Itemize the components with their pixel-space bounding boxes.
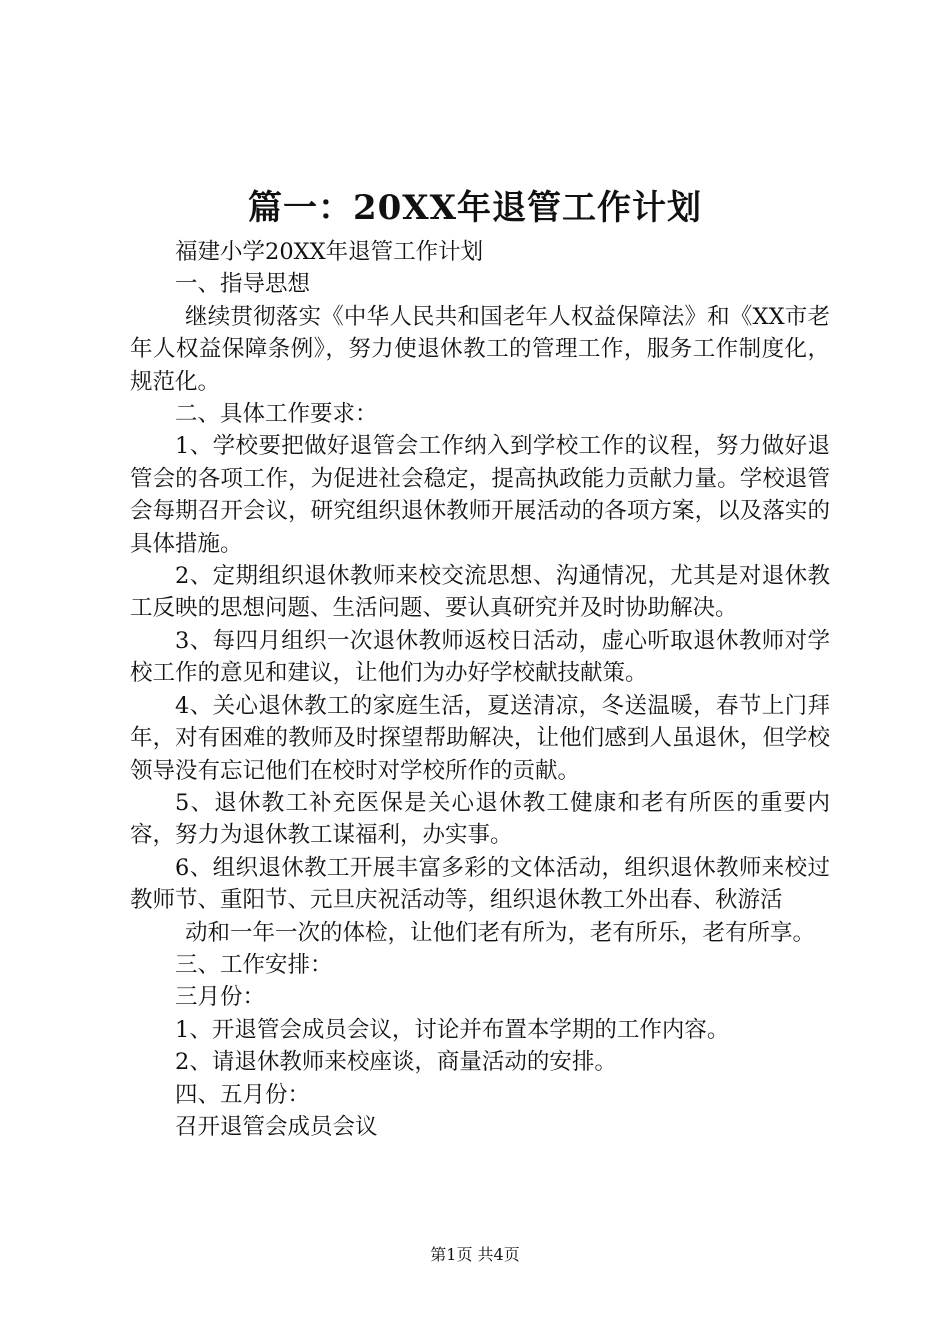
page-footer: 第1页 共4页 — [430, 1245, 520, 1264]
paragraph-requirement-5: 5、退休教工补充医保是关心退休教工健康和老有所医的重要内容，努力为退休教工谋福利，办实事。 — [130, 789, 830, 849]
paragraph-requirement-1: 1、学校要把做好退管会工作纳入到学校工作的议程，努力做好退管会的各项工作，为促进社会稳定，提高执政能力贡献力量。学校退管会每期召开会议，研究组织退休教师开展活动的各项方案，以及落实的具体措施。 — [130, 433, 830, 557]
paragraph-requirement-6: 6、组织退休教工开展丰富多彩的文体活动，组织退休教师来校过教师节、重阳节、元旦庆祝活动等，组织退休教工外出春、秋游活 — [130, 854, 830, 914]
paragraph-april-may: 四、五月份： — [175, 1081, 311, 1108]
paragraph-march: 三月份： — [175, 984, 266, 1011]
paragraph-requirement-6-continued: 动和一年一次的体检，让他们老有所为，老有所乐，老有所享。 — [185, 919, 816, 946]
paragraph-march-item-1: 1、开退管会成员会议，讨论并布置本学期的工作内容。 — [175, 1016, 730, 1043]
paragraph-section-requirements: 二、具体工作要求： — [175, 401, 378, 428]
paragraph-guiding-ideology-body: 继续贯彻落实《中华人民共和国老年人权益保障法》和《XX市老年人权益保障条例》，努力使退休教工的管理工作，服务工作制度化，规范化。 — [130, 303, 830, 395]
document-title: 篇一：20XX年退管工作计划 — [247, 188, 703, 228]
paragraph-requirement-2: 2、定期组织退休教师来校交流思想、沟通情况，尤其是对退休教工反映的思想问题、生活问题、要认真研究并及时协助解决。 — [130, 563, 830, 622]
document-body — [130, 236, 830, 1143]
paragraph-section-arrangement: 三、工作安排： — [175, 951, 333, 978]
paragraph-section-guiding-ideology: 一、指导思想 — [175, 271, 311, 298]
paragraph-april-may-item-1: 召开退管会成员会议 — [175, 1113, 378, 1140]
paragraph-school-plan-title: 福建小学20XX年退管工作计划 — [175, 239, 484, 265]
paragraph-march-item-2: 2、请退休教师来校座谈，商量活动的安排。 — [175, 1049, 617, 1076]
paragraph-requirement-4: 4、关心退休教工的家庭生活，夏送清凉，冬送温暖，春节上门拜年，对有困难的教师及时探望帮助解决，让他们感到人虽退休，但学校领导没有忘记他们在校时对学校所作的贡献。 — [130, 692, 830, 784]
paragraph-requirement-3: 3、每四月组织一次退休教师返校日活动，虚心听取退休教师对学校工作的意见和建议，让他们为办好学校献技献策。 — [130, 627, 830, 687]
